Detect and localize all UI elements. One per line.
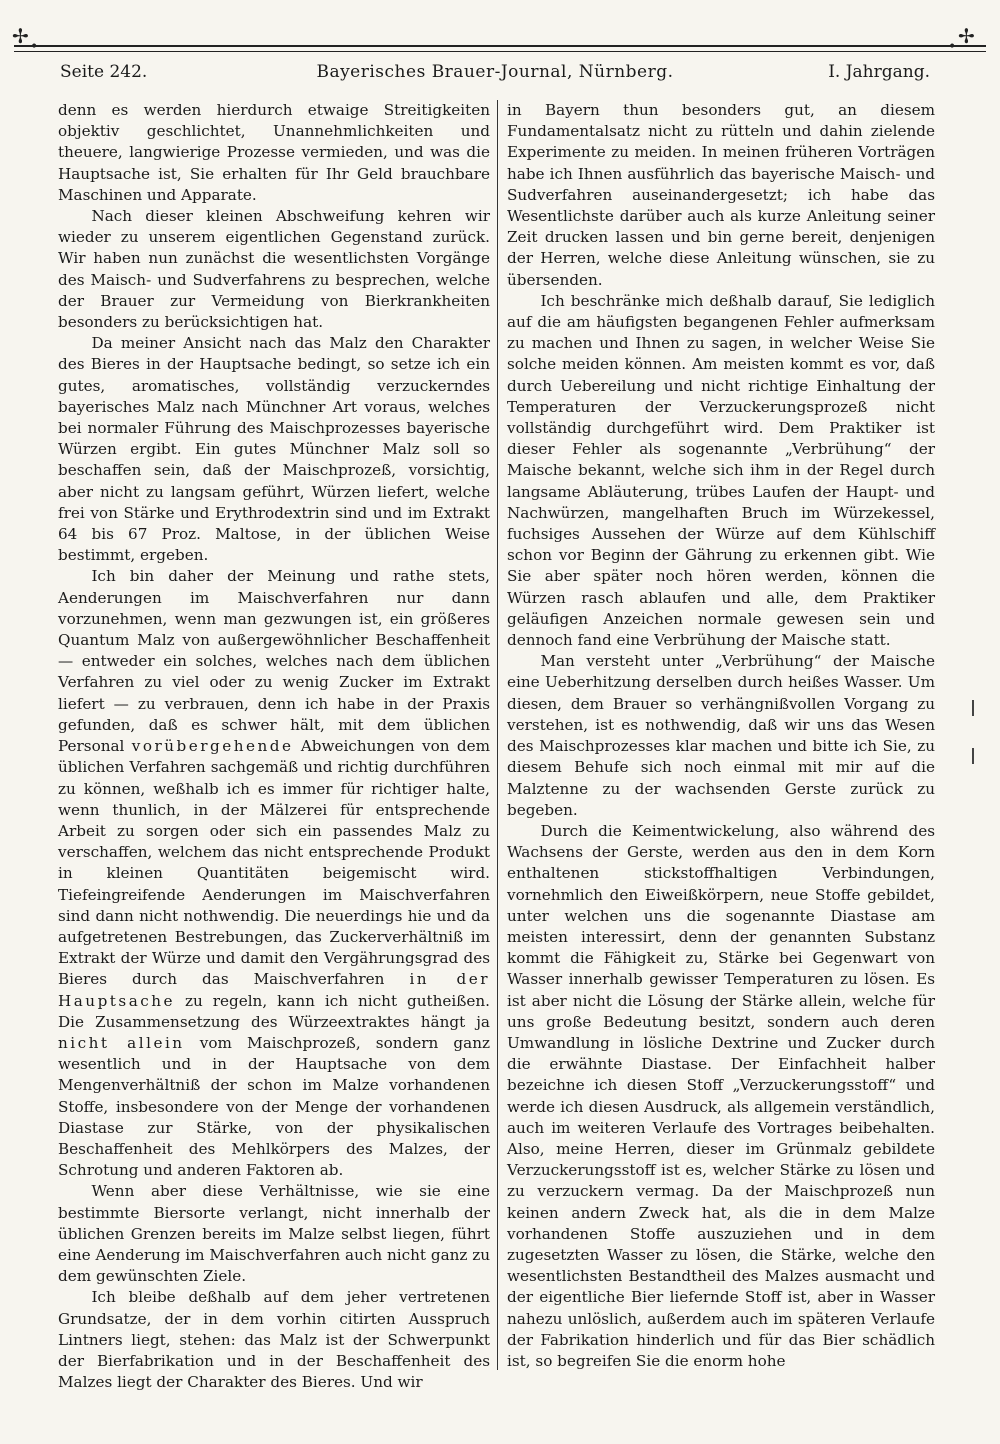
paragraph: denn es werden hierdurch etwaige Streitigkeiten objektiv geschlichtet, Unannehmlichkeiten und theuere, langwierige Prozesse vermieden, und was die Hauptsache ist, Sie erhalten für Ihr Geld brauchbare Maschinen und Apparate. bbox=[58, 101, 490, 204]
emphasis-spaced: vorübergehende bbox=[131, 737, 294, 756]
right-column bbox=[507, 100, 935, 1370]
journal-title: Bayerisches Brauer-Journal, Nürnberg. bbox=[316, 62, 674, 82]
left-column bbox=[58, 100, 491, 1392]
page-number: Seite 242. bbox=[60, 62, 148, 82]
volume-label: I. Jahrgang. bbox=[828, 62, 930, 82]
paragraph: Ich bleibe deßhalb auf dem jeher vertretenen Grundsatze, der in dem vorhin citirten Ausspruch Lintners liegt, stehen: das Malz ist der Schwerpunkt der Bierfabrikation und in der Beschaffenheit des Malzes liegt der Charakter des Bieres. Und wir bbox=[58, 1288, 490, 1392]
top-rule-inner bbox=[14, 51, 986, 52]
text-run: Abweichungen von dem üblichen Verfahren sachgemäß und richtig durchführen zu können, weßhalb ich es immer für richtiger halte, wenn thunlich, in der Mälzerei für entsprechende Arbeit zu sorgen oder sich ein passendes Malz zu verschaffen, welchem das nicht entsprechende Produkt in kleinen Quantitäten beigemischt wird. Tiefeingreifende Aenderungen im Maischverfahren sind dann nicht nothwendig. Die neuerdings hie und da aufgetretenen Bestrebungen, das Zuckerverhältniß im Extrakt der Würze und damit den Vergährungsgrad des Bieres durch das Maischverfahren bbox=[58, 737, 490, 989]
margin-mark bbox=[972, 700, 974, 716]
column-divider bbox=[497, 100, 498, 1370]
ornament-left-icon: ✢ bbox=[12, 24, 29, 48]
paragraph: Nach dieser kleinen Abschweifung kehren wir wieder zu unserem eigentlichen Gegenstand zurück. Wir haben nun zunächst die wesentlichsten Vorgänge des Maisch- und Sudverfahrens zu besprechen, welche der Brauer zur Vermeidung von Bierkrankheiten besonders zu berücksichtigen hat. bbox=[58, 207, 490, 332]
ornament-dot-left-icon: • bbox=[30, 39, 39, 55]
emphasis-spaced: nicht allein bbox=[58, 1033, 185, 1052]
margin-mark bbox=[972, 748, 974, 764]
ornament-right-icon: ✢ bbox=[958, 24, 975, 48]
paragraph: Durch die Keimentwickelung, also während des Wachsens der Gerste, werden aus den in dem Korn enthaltenen stickstoffhaltigen Verbindungen, vornehmlich den Eiweißkörpern, neue Stoffe gebildet, unter welchen uns die sogenannte Diastase am meisten interessirt, denn der genannten Substanz kommt die Fähigkeit zu, Stärke bei Gegenwart von Wasser innerhalb gewisser Temperaturen zu lösen. Es ist aber nicht die Lösung der Stärke allein, welche für uns große Bedeutung besitzt, sondern auch deren Umwandlung in lösliche Dextrine und Zucker durch die erwähnte Diastase. Der Einfachheit halber bezeichne ich diesen Stoff „Verzuckerungsstoff“ und werde ich diesen Ausdruck, als allgemein verständlich, auch im weiteren Verlaufe des Vortrages beibehalten. Also, meine Herren, dieser im Grünmalz gebildete Verzuckerungsstoff ist es, welcher Stärke zu lösen und zu verzuckern vermag. Da der Maischprozeß nun keinen andern Zweck hat, als die in dem Malze vorhandenen Stoffe auszuziehen und in dem zugesetzten Wasser zu lösen, die Stärke, welche den wesentlichsten Bestandtheil des Malzes ausmacht und der eigentliche Bier liefernde Stoff ist, aber in Wasser nahezu unlöslich, außerdem auch im späteren Verlaufe der Fabrikation hinderlich und für das Bier schädlich ist, so begreifen Sie die enorm hohe bbox=[507, 821, 935, 1370]
ornament-dot-right-icon: • bbox=[948, 39, 957, 55]
paragraph bbox=[58, 566, 490, 1181]
text-run: zu regeln, kann ich nicht gutheißen. Die Zusammensetzung des Würzeextraktes hängt ja bbox=[58, 991, 490, 1031]
paragraph: Ich beschränke mich deßhalb darauf, Sie lediglich auf die am häufigsten begangenen Fehler aufmerksam zu machen und Ihnen zu sagen, in welcher Weise Sie solche meiden können. Am meisten kommt es vor, daß durch Uebereilung und nicht richtige Einhaltung der Temperaturen der Verzuckerungsprozeß nicht vollständig durchgeführt wird. Dem Praktiker ist dieser Fehler als sogenannte „Verbrühung“ der Maische bekannt, welche sich ihm in der Regel durch langsame Abläuterung, trübes Laufen der Haupt- und Nachwürzen, mangelhaften Bruch im Würzekessel, fuchsiges Aussehen der Würze auf dem Kühlschiff schon vor Beginn der Gährung zu erkennen gibt. Wie Sie aber später noch hören werden, können die Würzen rasch ablaufen und alle, dem Praktiker geläufigen Anzeichen normale gewesen sein und dennoch fand eine Verbrühung der Maische statt. bbox=[507, 291, 935, 650]
top-rule bbox=[14, 45, 986, 47]
paragraph: Da meiner Ansicht nach das Malz den Charakter des Bieres in der Hauptsache bedingt, so setze ich ein gutes, aromatisches, vollständig verzuckerndes bayerisches Malz nach Münchner Art voraus, welches bei normaler Führung des Maischprozesses bayerische Würzen ergibt. Ein gutes Münchner Malz soll so beschaffen sein, daß der Maischprozeß, vorsichtig, aber nicht zu langsam geführt, Würzen liefert, welche frei von Stärke und Erythrodextrin sind und im Extrakt 64 bis 67 Proz. Maltose, in der üblichen Weise bestimmt, ergeben. bbox=[58, 334, 490, 565]
paragraph: in Bayern thun besonders gut, an diesem Fundamentalsatz nicht zu rütteln und dahin zielende Experimente zu meiden. In meinen früheren Vorträgen habe ich Ihnen ausführlich das bayerische Maisch- und Sudverfahren auseinandergesetzt; ich habe das Wesentlichste darüber auch als kurze Anleitung seiner Zeit drucken lassen und bin gerne bereit, denjenigen der Herren, welche diese Anleitung wünschen, sie zu übersenden. bbox=[507, 101, 935, 289]
text-run: Ich bin daher der Meinung und rathe stets, Aenderungen im Maischverfahren nur dann vorzunehmen, wenn man gezwungen ist, ein größeres Quantum Malz von außergewöhnlicher Beschaffenheit — entweder ein solches, welches nach dem üblichen Verfahren zu viel oder zu wenig Zucker im Extrakt liefert — zu verbrauen, denn ich habe in der Praxis gefunden, daß es schwer hält, mit dem üblichen Personal bbox=[58, 567, 490, 756]
page-header bbox=[60, 62, 930, 90]
text-run: vom Maischprozeß, sondern ganz wesentlich und in der Hauptsache von dem Mengenverhältniß der schon im Malze vorhandenen Stoffe, insbesondere von der Menge der vorhandenen Diastase zur Stärke, von der physikalischen Beschaffenheit des Mehlkörpers des Malzes, der Schrotung und anderen Faktoren ab. bbox=[58, 1033, 490, 1180]
emphasis-spaced: in der Hauptsache bbox=[58, 970, 491, 1010]
paragraph: Man versteht unter „Verbrühung“ der Maische eine Ueberhitzung derselben durch heißes Wasser. Um diesen, dem Brauer so verhängnißvollen Vorgang zu verstehen, ist es nothwendig, daß wir uns das Wesen des Maischprozesses klar machen und bitte ich Sie, zu diesem Behufe sich noch einmal mit mir auf die Malztenne zu der wachsenden Gerste zurück zu begeben. bbox=[507, 652, 935, 819]
paragraph: Wenn aber diese Verhältnisse, wie sie eine bestimmte Biersorte verlangt, nicht innerhalb der üblichen Grenzen bereits im Malze selbst liegen, führt eine Aenderung im Maischverfahren auch nicht ganz zu dem gewünschten Ziele. bbox=[58, 1182, 491, 1286]
